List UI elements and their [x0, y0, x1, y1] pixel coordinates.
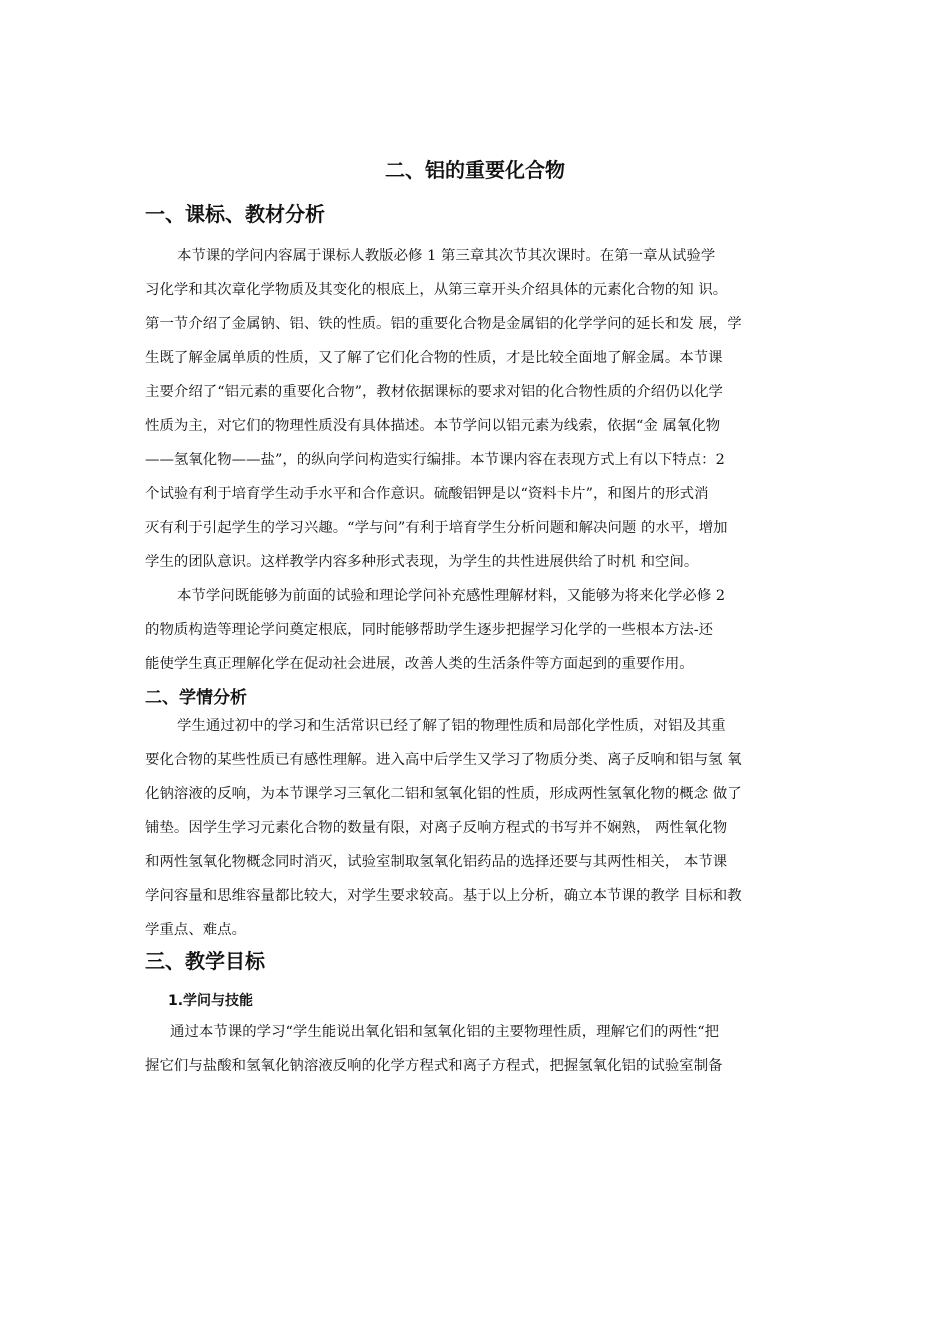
text-line: 通过本节课的学习“学生能说出氧化铝和氢氧化铝的主要物理性质，理解它们的两性“把 [170, 1024, 720, 1040]
text-line: 学生通过初中的学习和生活常识已经了解了铝的物理性质和局部化学性质，对铝及其重 [177, 718, 726, 734]
text-line: 学重点、难点。 [145, 922, 247, 938]
paragraph-learner-analysis [145, 709, 815, 947]
text-line: 本节学问既能够为前面的试验和理论学问补充感性理解材料，又能够为将来化学必修 2 [177, 588, 726, 604]
text-line: 要化合物的某些性质已有感性理解。进入高中后学生又学习了物质分类、离子反响和铝与氢 氧 [145, 752, 742, 768]
text-line: 习化学和其次章化学物质及其变化的根底上，从第三章开头介绍具体的元素化合物的知 识。 [145, 282, 728, 298]
text-line: 铺垫。因学生学习元素化合物的数量有限，对离子反响方程式的书写并不娴熟， 两性氧化物 [145, 820, 728, 836]
text-line: 本节课的学问内容属于课标人教版必修 1 第三章其次节其次课时。在第一章从试验学 [177, 248, 716, 264]
text-line: 能使学生真正理解化学在促动社会进展，改善人类的生活条件等方面起到的重要作用。 [145, 656, 694, 672]
section-heading-curriculum-analysis: 一、课标、教材分析 [145, 202, 325, 226]
text-line: ——氢氧化物——盐”，的纵向学问构造实行编排。本节课内容在表现方式上有以下特点：2 [145, 452, 725, 468]
text-line: 握它们与盐酸和氢氧化钠溶液反响的化学方程式和离子方程式，把握氢氧化铝的试验室制备 [145, 1058, 723, 1074]
text-line: 性质为主，对它们的物理性质没有具体描述。本节学问以铝元素为线索，依据“金 属氧化物 [145, 418, 721, 434]
text-line: 灭有利于引起学生的学习兴趣。“学与问”有利于培育学生分析问题和解决问题 的水平，增加 [145, 520, 728, 536]
paragraph-knowledge-skills [145, 1015, 815, 1083]
text-line: 生既了解金属单质的性质，又了解了它们化合物的性质，才是比较全面地了解金属。本节课 [145, 350, 723, 366]
text-line: 的物质构造等理论学问奠定根底，同时能够帮助学生逐步把握学习化学的一些根本方法-还 [145, 622, 714, 638]
document-title: 二、铝的重要化合物 [385, 158, 565, 182]
paragraph-curriculum-2 [145, 579, 815, 681]
section-heading-learner-analysis: 二、学情分析 [145, 688, 247, 708]
text-line: 和两性氢氧化物概念同时消灭，试验室制取氢氧化铝药品的选择还要与其两性相关， 本节课 [145, 854, 728, 870]
paragraph-curriculum-1 [145, 239, 815, 579]
section-heading-teaching-goals: 三、教学目标 [145, 949, 265, 973]
text-line: 学生的团队意识。这样教学内容多种形式表现，为学生的共性进展供给了时机 和空间。 [145, 554, 699, 570]
text-line: 主要介绍了“铝元素的重要化合物”，教材依据课标的要求对铝的化合物性质的介绍仍以化学 [145, 384, 724, 400]
subheading-knowledge-skills: 1.学问与技能 [168, 993, 254, 1009]
text-line: 化钠溶液的反响，为本节课学习三氧化二铝和氢氧化铝的性质，形成两性氢氧化物的概念 做了 [145, 786, 742, 802]
text-line: 学问容量和思维容量都比较大，对学生要求较高。基于以上分析，确立本节课的教学 目标和教 [145, 888, 742, 904]
text-line: 个试验有利于培育学生动手水平和合作意识。硫酸铝钾是以“资料卡片”，和图片的形式消 [145, 486, 709, 502]
text-line: 第一节介绍了金属钠、铝、铁的性质。铝的重要化合物是金属铝的化学学问的延长和发 展，学 [145, 316, 742, 332]
